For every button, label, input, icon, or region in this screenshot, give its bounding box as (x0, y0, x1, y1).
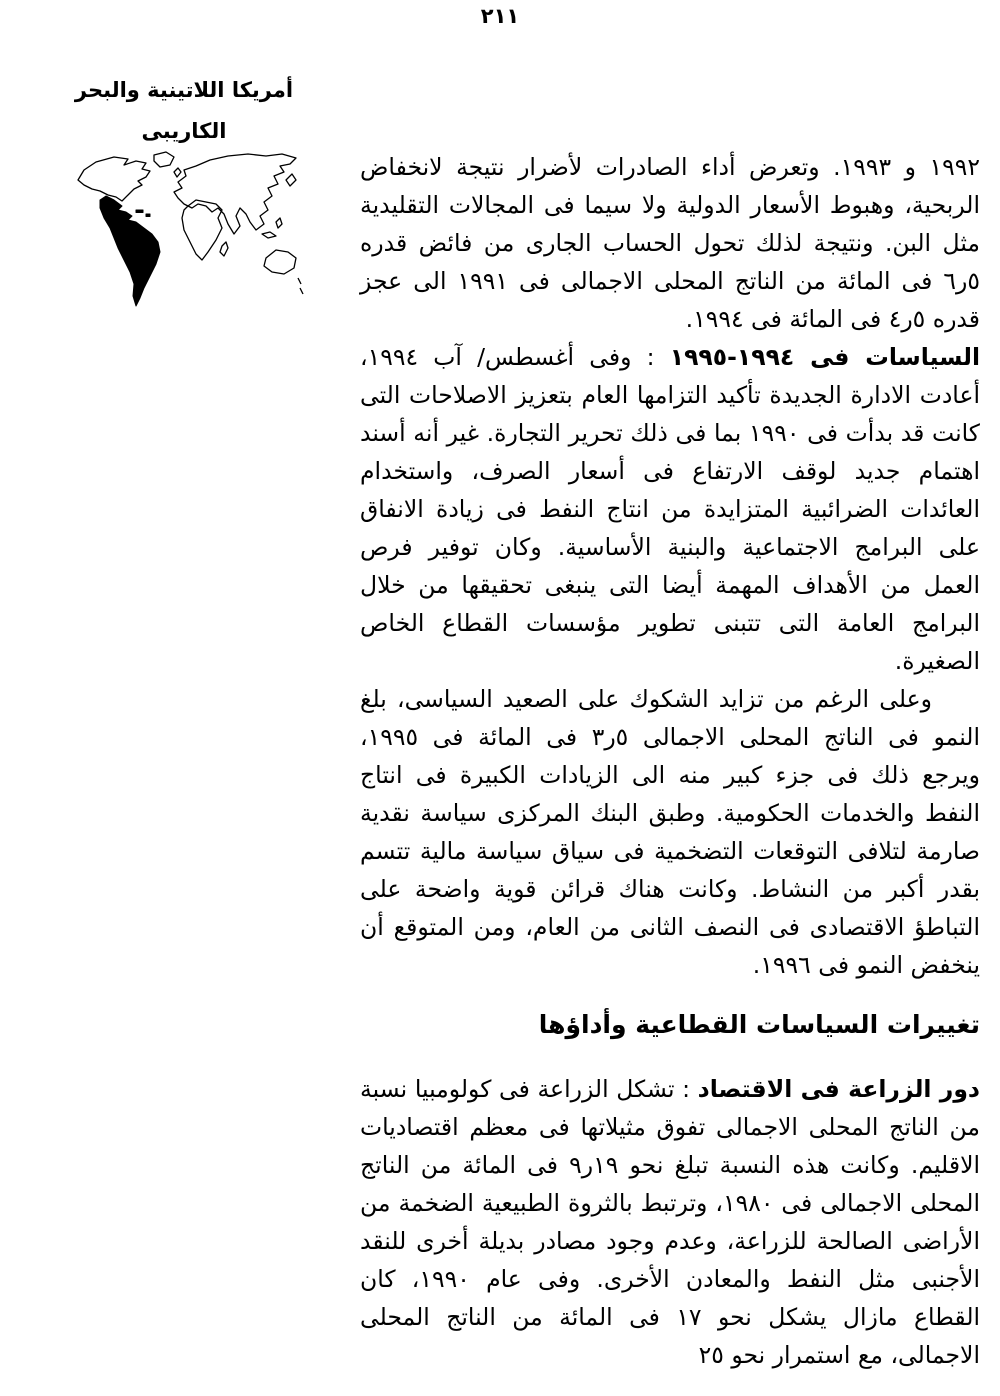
paragraph-text: تشكل الزراعة فى كولومبيا نسبة من الناتج المحلى الاجمالى تفوق مثيلاتها فى معظم اقتصاديات الاقليم. وكانت هذه النسبة تبلغ نحو ١٩ر٩ فى المائة من الناتج المحلى الاجمالى فى ١٩٨٠، وترتبط بالثروة الطبيعية الضخمة من الأراضى الصالحة للزراعة، وعدم وجود مصادر بديلة أخرى للنقد الأجنبى مثل النفط والمعادن الأخرى. وفى عام ١٩٩٠، كان القطاع مازال يشكل نحو ١٧ فى المائة من الناتج المحلى الاجمالى، مع استمرار نحو ٢٥ (360, 1075, 981, 1369)
lead-separator: : (674, 1075, 698, 1103)
main-text-column (360, 148, 980, 1374)
world-map-latin-america-icon (70, 150, 306, 312)
paragraph-text: ١٩٩٢ و ١٩٩٣. وتعرض أداء الصادرات لأضرار نتيجة لانخفاض الربحية، وهبوط الأسعار الدولية ولا سيما فى المجالات التقليدية مثل البن. ونتيجة لذلك تحول الحساب الجارى من فائض قدره ٥ر٦ فى المائة من الناتج المحلى الاجمالى فى ١٩٩١ الى عجز قدره ٥ر٤ فى المائة فى ١٩٩٤. (360, 153, 981, 333)
paragraph-text: وفى أغسطس/ آب ١٩٩٤، أعادت الادارة الجديدة تأكيد التزامها العام بتعزيز الاصلاحات التى كانت قد بدأت فى ١٩٩٠ بما فى ذلك تحرير التجارة. غير أنه أسند اهتمام جديد لوقف الارتفاع فى أسعار الصرف، واستخدام العائدات الضرائبية المتزايدة من انتاج النفط فى زيادة الانفاق على البرامج الاجتماعية والبنية الأساسية. وكان توفير فرص العمل من الأهداف المهمة أيضا التى ينبغى تحقيقها من خلال البرامج العامة التى تتبنى تطوير مؤسسات القطاع الخاص الصغيرة. (360, 343, 980, 675)
region-label (58, 70, 310, 152)
paragraph-agriculture-role (360, 1070, 980, 1374)
paragraph-lead-in: السياسات فى ١٩٩٤-١٩٩٥ (669, 343, 980, 371)
paragraph-export-performance (360, 148, 980, 338)
paragraph-growth-outlook (360, 680, 980, 984)
page-number: ٢١١ (480, 4, 520, 28)
lead-separator: : (631, 343, 670, 371)
section-heading: تغييرات السياسات القطاعية وأداؤها (538, 1010, 980, 1039)
paragraph-policies-1994-1995 (360, 338, 980, 680)
region-label-line1: أمريكا اللاتينية والبحر (74, 78, 294, 102)
paragraph-lead-in: دور الزراعة فى الاقتصاد (697, 1075, 980, 1103)
region-label-line2: الكاريبى (141, 119, 227, 143)
paragraph-text: وعلى الرغم من تزايد الشكوك على الصعيد السياسى، بلغ النمو فى الناتج المحلى الاجمالى ٥ر٣ فى المائة فى ١٩٩٥، ويرجع ذلك فى جزء كبير منه الى الزيادات الكبيرة فى انتاج النفط والخدمات الحكومية. وطبق البنك المركزى سياسة نقدية صارمة لتلافى التوقعات التضخمية فى سياق سياسة مالية تتسم بقدر أكبر من النشاط. وكانت هناك قرائن قوية واضحة على التباطؤ الاقتصادى فى النصف الثانى من العام، ومن المتوقع أن ينخفض النمو فى ١٩٩٦. (360, 685, 980, 979)
